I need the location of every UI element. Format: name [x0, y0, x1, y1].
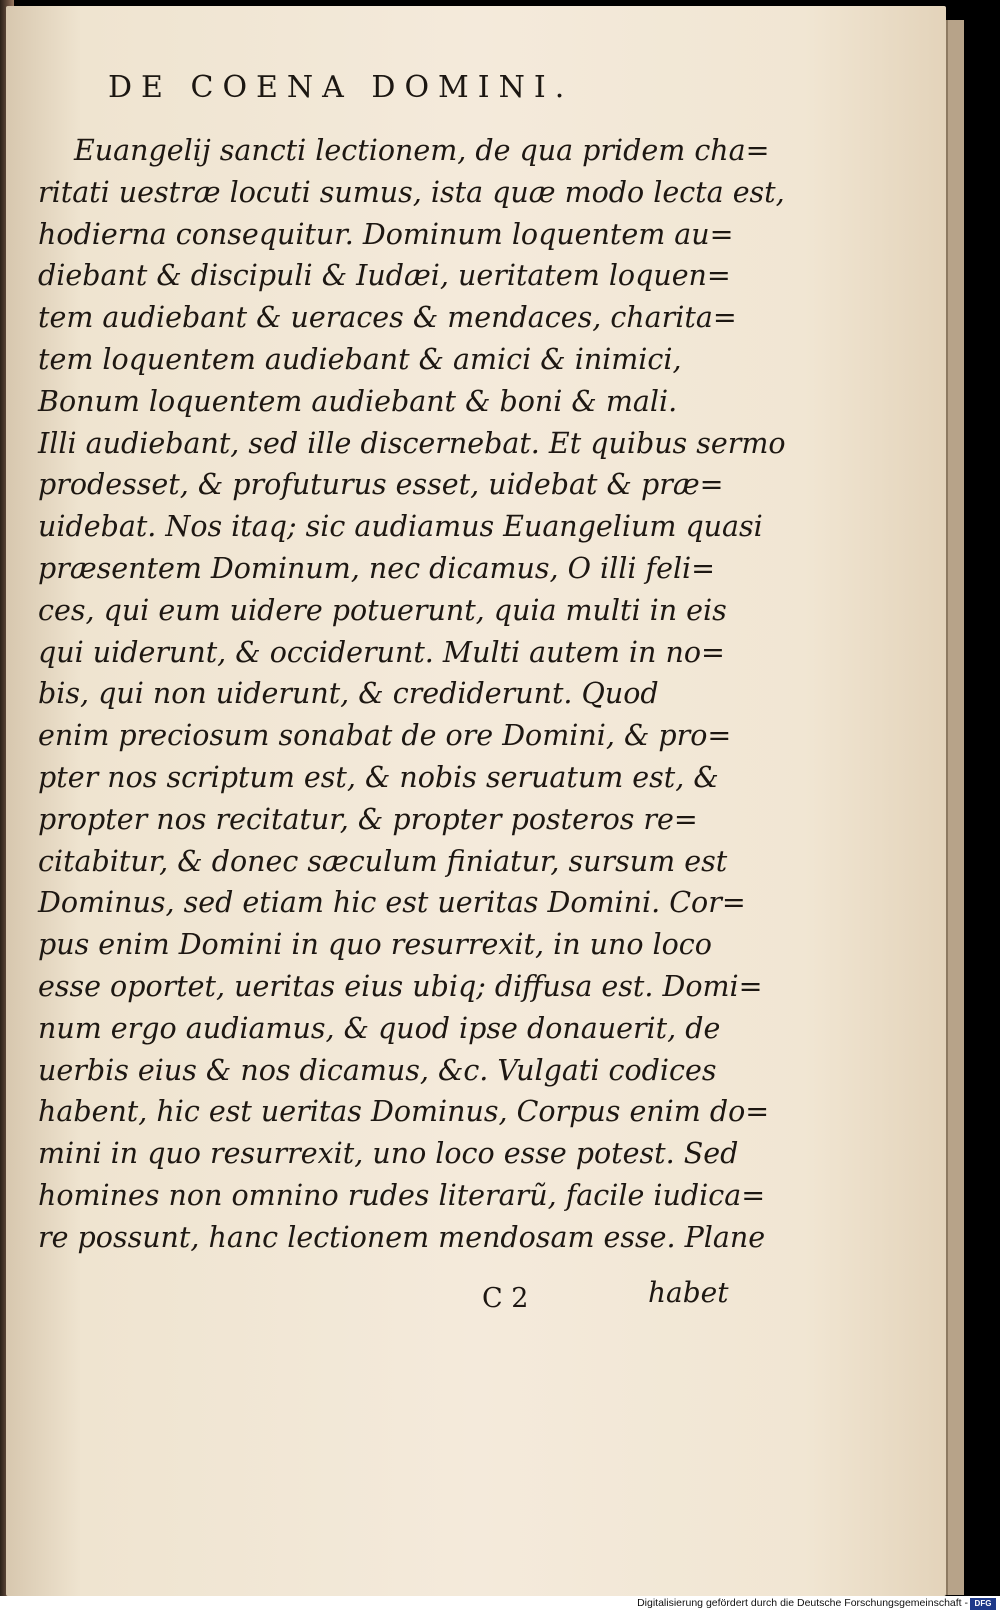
text-line: tem loquentem audiebant & amici & inimici,	[38, 342, 682, 376]
text-line: præsentem Dominum, nec dicamus, O illi feli=	[38, 551, 716, 585]
text-line: re possunt, hanc lectionem mendosam esse. Plane	[38, 1220, 766, 1254]
signature-mark: C 2	[482, 1283, 529, 1314]
text-line: hodierna consequitur. Dominum loquentem au=	[38, 217, 734, 251]
text-line: diebant & discipuli & Iudæi, ueritatem loquen=	[38, 259, 731, 293]
text-line: enim preciosum sonabat de ore Domini, & pro=	[38, 719, 732, 753]
text-line: Bonum loquentem audiebant & boni & mali.	[38, 384, 678, 418]
text-line: pter nos scriptum est, & nobis seruatum est, &	[38, 760, 719, 794]
text-line: uidebat. Nos itaq; sic audiamus Euangelium quasi	[38, 510, 763, 544]
text-line: bis, qui non uiderunt, & crediderunt. Quod	[38, 677, 659, 711]
text-line: citabitur, & donec sæculum finiatur, sursum est	[38, 844, 728, 878]
text-line: qui uiderunt, & occiderunt. Multi autem in no=	[38, 635, 725, 669]
text-line: uerbis eius & nos dicamus, &c. Vulgati codices	[38, 1053, 717, 1087]
running-title: DE COENA DOMINI.	[108, 70, 574, 105]
text-line: Euangelij sancti lectionem, de qua pridem cha=	[74, 134, 770, 167]
text-line: homines non omnino rudes literarũ, facile iudica=	[38, 1178, 766, 1212]
text-line: prodesset, & profuturus esset, uidebat & præ=	[38, 468, 724, 502]
text-line: tem audiebant & ueraces & mendaces, charita=	[38, 301, 737, 335]
text-line: propter nos recitatur, & propter posteros re=	[38, 802, 698, 836]
text-line: mini in quo resurrexit, uno loco esse potest. Sed	[38, 1137, 739, 1171]
text-line: ces, qui eum uidere potuerunt, quia multi in eis	[38, 593, 727, 627]
page-right-edge	[946, 20, 964, 1595]
catchword: habet	[648, 1276, 729, 1309]
text-line: Dominus, sed etiam hic est ueritas Domini. Cor=	[38, 886, 746, 920]
body-text	[38, 130, 786, 1259]
text-line: num ergo audiamus, & quod ipse donauerit, de	[38, 1011, 721, 1045]
dfg-logo[interactable]: DFG	[970, 1598, 996, 1610]
text-line: Illi audiebant, sed ille discernebat. Et quibus sermo	[38, 426, 786, 460]
text-line: habent, hic est ueritas Dominus, Corpus enim do=	[38, 1095, 770, 1129]
text-line: esse oportet, ueritas eius ubiq; diffusa est. Domi=	[38, 969, 763, 1003]
footer-credit: Digitalisierung gefördert durch die Deutsche Forschungsgemeinschaft -	[637, 1597, 968, 1609]
text-line: ritati uestræ locuti sumus, ista quæ modo lecta est,	[38, 175, 785, 209]
text-line: pus enim Domini in quo resurrexit, in uno loco	[38, 928, 712, 962]
